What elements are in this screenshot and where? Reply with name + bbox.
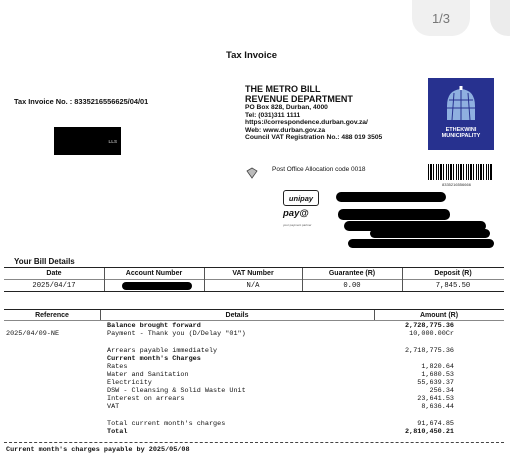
header-vat-number: VAT Number xyxy=(232,270,274,277)
invoice-number xyxy=(14,97,148,106)
payment-reference: 2025/04/09-NE xyxy=(6,330,60,338)
bill-vat-number: N/A xyxy=(246,282,260,290)
interest-amount: 23,641.53 xyxy=(417,395,454,403)
vat-amount: 8,636.44 xyxy=(421,403,454,411)
divider xyxy=(4,291,504,292)
header-guarantee: Guarantee (R) xyxy=(328,270,376,277)
post-office-icon xyxy=(246,167,258,179)
post-office-allocation: Post Office Allocation code 0018 xyxy=(272,166,366,173)
vat-label: VAT xyxy=(107,403,120,411)
header-details: Details xyxy=(225,312,249,319)
bill-deposit: 7,845.50 xyxy=(435,282,471,290)
redacted-recipient xyxy=(54,127,121,155)
payable-by-footer: Current month's charges payable by 2025/05/08 xyxy=(6,446,190,454)
rates-amount: 1,820.64 xyxy=(421,363,454,371)
sender-name-2: REVENUE DEPARTMENT xyxy=(245,94,353,105)
sender-name-1: THE METRO BILL xyxy=(245,84,321,94)
balance-amount: 2,728,775.36 xyxy=(405,322,454,330)
redacted-address-4 xyxy=(370,229,490,238)
redacted-address-2 xyxy=(338,209,450,220)
balance-brought-forward: Balance brought forward xyxy=(107,322,201,330)
sender-address: PO Box 828, Durban, 4000 xyxy=(245,104,328,112)
redacted-address-5 xyxy=(348,239,494,248)
current-charges-heading: Current month's Charges xyxy=(107,355,201,363)
divider xyxy=(4,320,504,321)
bill-details-heading: Your Bill Details xyxy=(14,257,75,266)
document-title: Tax Invoice xyxy=(226,50,278,61)
dsw-label: DSW - Cleansing & Solid Waste Unit xyxy=(107,387,246,395)
header-reference: Reference xyxy=(35,312,69,319)
electricity-amount: 55,639.37 xyxy=(417,379,454,387)
interest-label: Interest on arrears xyxy=(107,395,185,403)
recipient-fragment: LLS xyxy=(108,139,117,144)
header-account-number: Account Number xyxy=(125,270,183,277)
payat-tagline: your payment partner xyxy=(283,223,312,227)
header-amount: Amount (R) xyxy=(419,312,459,319)
sender-web: Web: www.durban.gov.za xyxy=(245,126,326,134)
header-deposit: Deposit (R) xyxy=(434,270,472,277)
invoice-number-value: 8335216556625/04/01 xyxy=(74,97,149,106)
barcode-number: 8335216556666 xyxy=(442,182,471,187)
payment-details: Payment - Thank you (D/Delay "01") xyxy=(107,330,246,338)
invoice-number-label: Tax Invoice No. : xyxy=(14,97,73,106)
redacted-account-number xyxy=(122,282,192,290)
bill-date: 2025/04/17 xyxy=(32,282,76,290)
dsw-amount: 256.34 xyxy=(429,387,454,395)
arrears-amount: 2,718,775.36 xyxy=(405,347,454,355)
municipality-logo xyxy=(428,78,494,150)
rates-label: Rates xyxy=(107,363,128,371)
sender-tel: Tel: (031)311 1111 xyxy=(245,111,301,119)
sender-url: https://correspondence.durban.gov.za/ xyxy=(245,119,368,127)
redacted-address-1 xyxy=(336,192,446,202)
viewer-control[interactable] xyxy=(490,0,510,36)
unipay-logo: unipay xyxy=(283,190,319,206)
divider xyxy=(4,309,504,310)
dashed-divider xyxy=(4,442,504,443)
barcode xyxy=(428,164,492,180)
payat-logo: pay@ xyxy=(283,208,309,219)
divider xyxy=(4,267,504,268)
city-hall-dome-icon xyxy=(444,86,478,122)
bill-guarantee: 0.00 xyxy=(343,282,361,290)
total-current-amount: 91,674.85 xyxy=(417,420,454,428)
header-date: Date xyxy=(46,270,62,277)
total-amount: 2,810,450.21 xyxy=(405,428,454,436)
electricity-label: Electricity xyxy=(107,379,152,387)
arrears-label: Arrears payable immediately xyxy=(107,347,218,355)
total-label: Total xyxy=(107,428,128,436)
divider xyxy=(4,279,504,280)
water-label: Water and Sanitation xyxy=(107,371,189,379)
sender-vat: Council VAT Registration No.: 488 019 3505 xyxy=(245,134,383,142)
water-amount: 1,680.53 xyxy=(421,371,454,379)
sender-block xyxy=(245,84,382,142)
logo-text: ETHEKWINI MUNICIPALITY xyxy=(441,127,481,140)
page-indicator: 1/3 xyxy=(412,0,470,36)
payment-amount: 10,000.00Cr xyxy=(409,330,454,338)
total-current-label: Total current month's charges xyxy=(107,420,226,428)
